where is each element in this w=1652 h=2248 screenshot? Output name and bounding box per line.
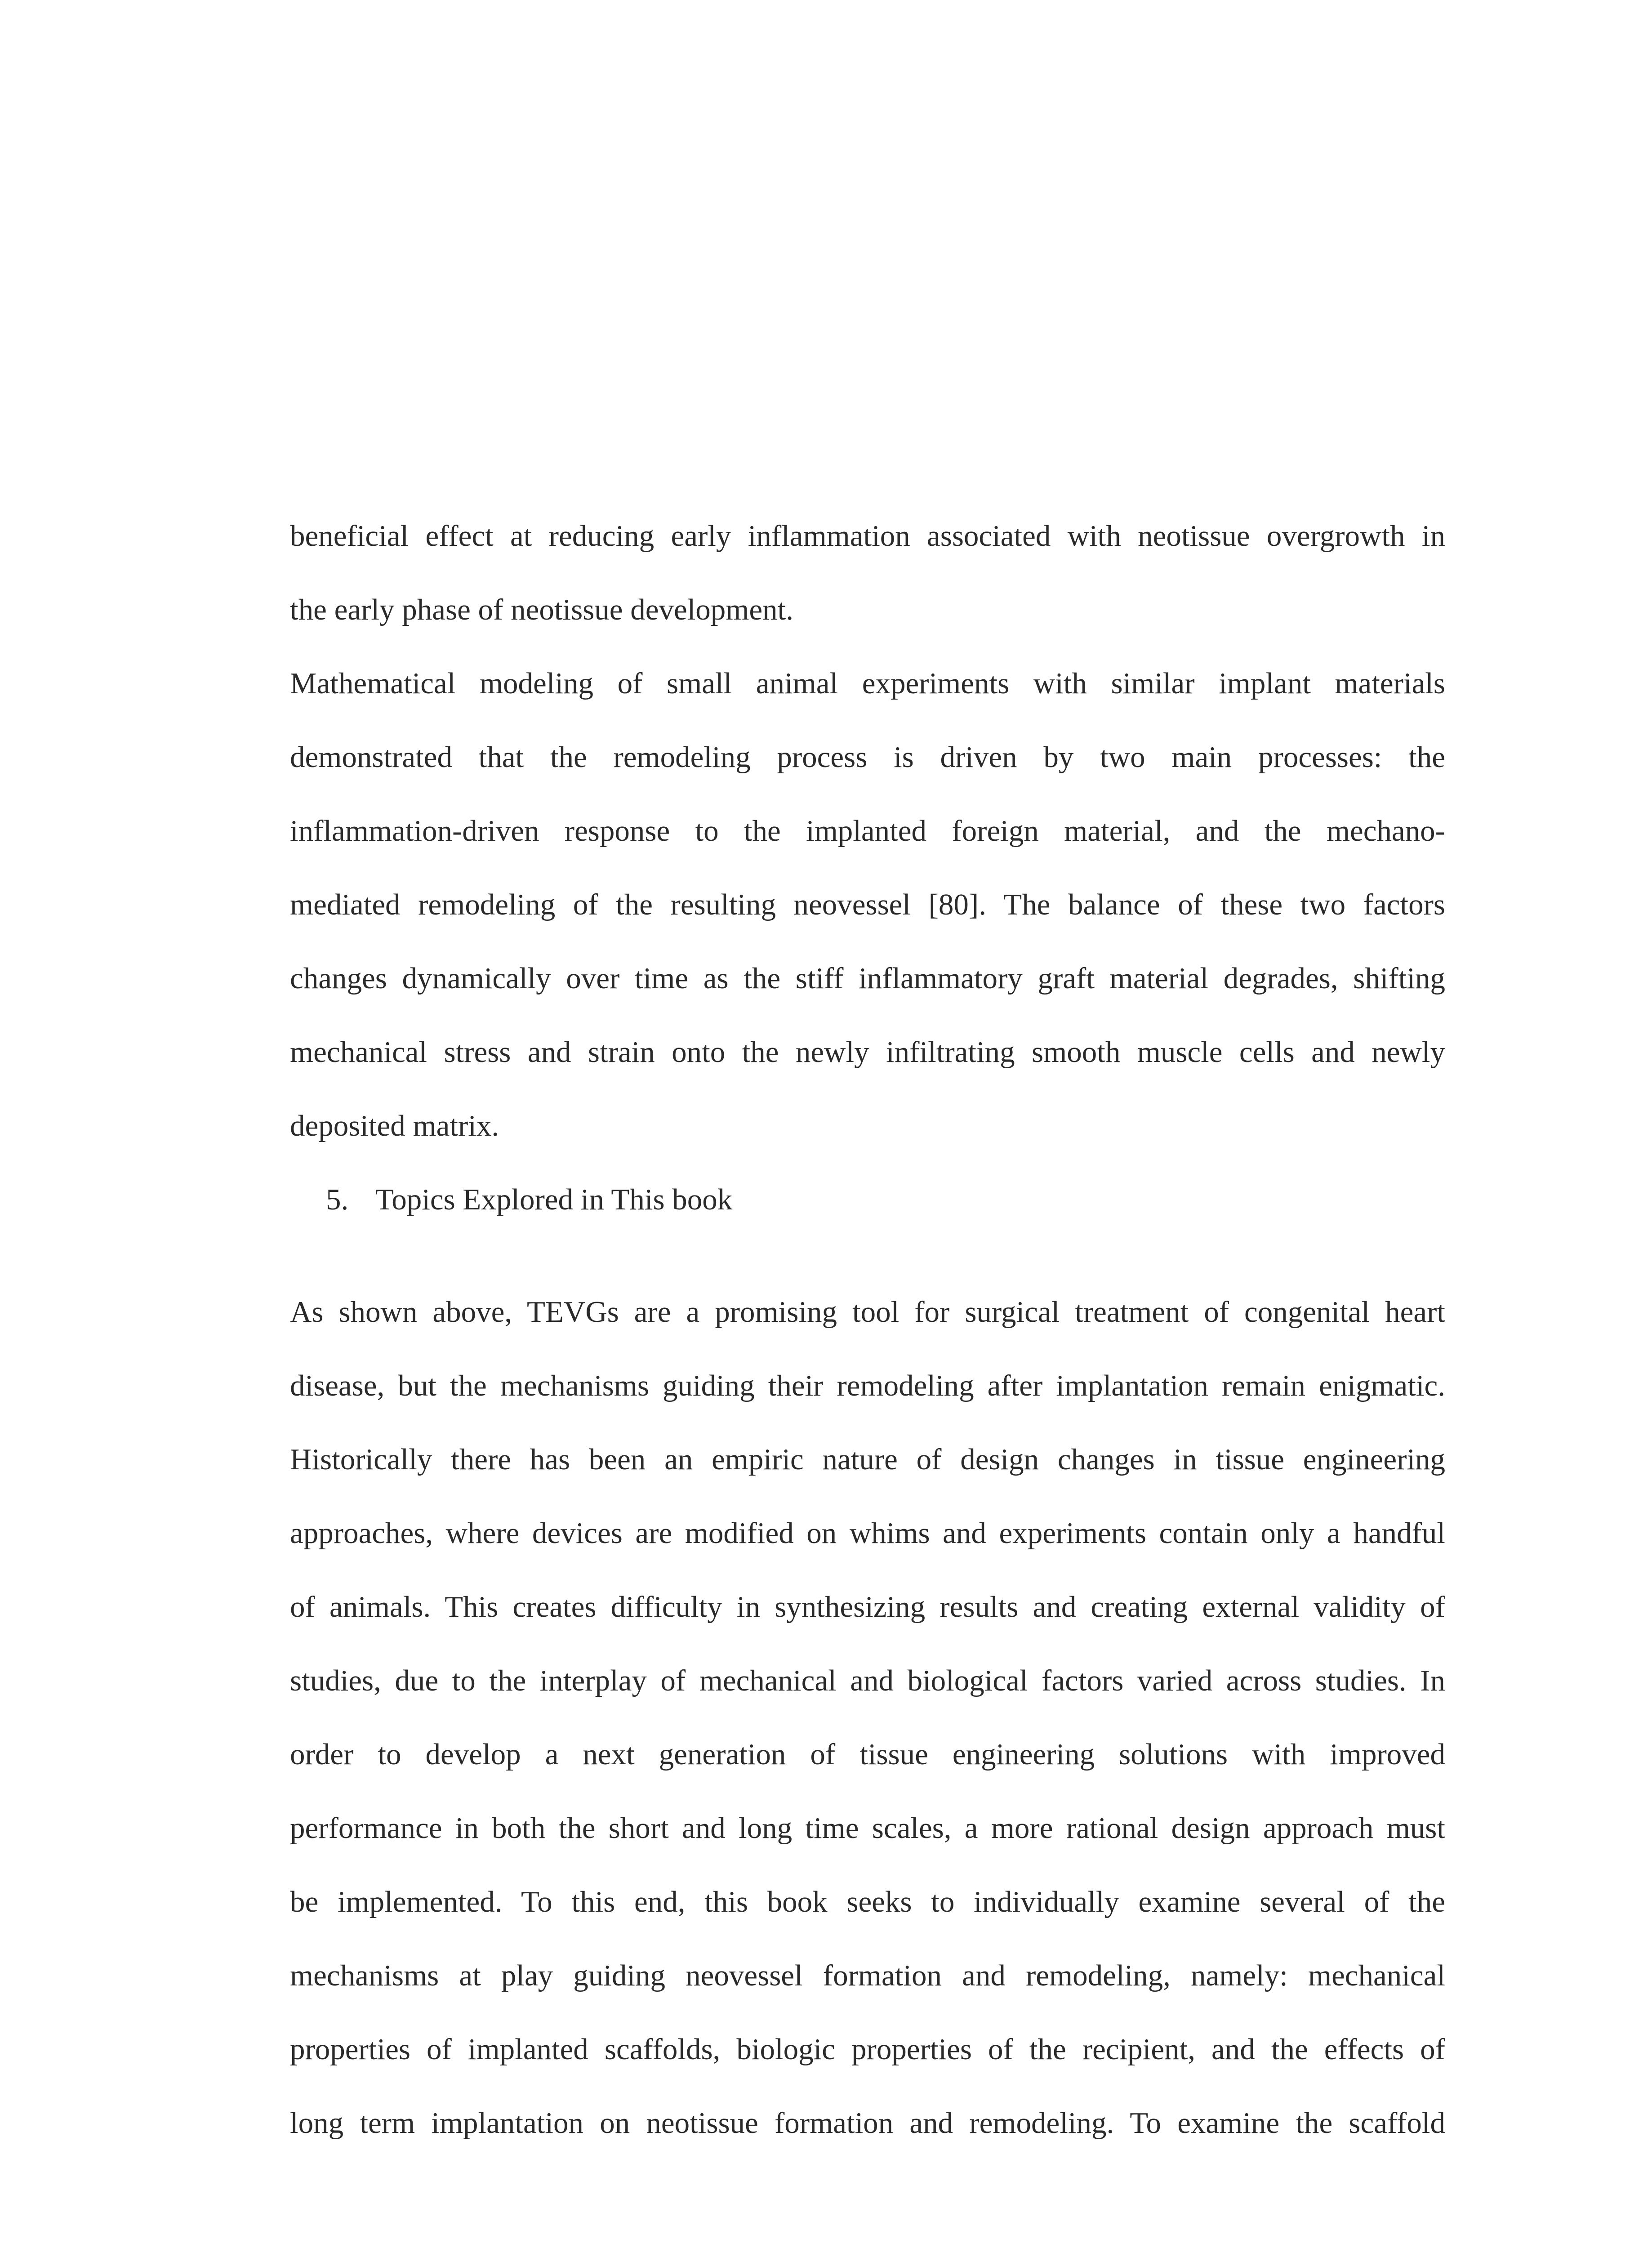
section-number: 5.: [326, 1183, 349, 1216]
text-line: demonstrated that the remodeling process is driven by two main processes: the: [290, 740, 1445, 774]
paragraph-topics: [290, 1275, 1445, 2160]
text-line: long term implantation on neotissue formation and remodeling. To examine the scaffold: [290, 2106, 1445, 2140]
text-line: changes dynamically over time as the stiff inflammatory graft material degrades, shifting: [290, 962, 1445, 995]
text-line: order to develop a next generation of tissue engineering solutions with improved: [290, 1738, 1445, 1771]
text-line: mechanical stress and strain onto the newly infiltrating smooth muscle cells and newly: [290, 1035, 1445, 1069]
text-line: approaches, where devices are modified on whims and experiments contain only a handful: [290, 1517, 1445, 1550]
text-line: deposited matrix.: [290, 1109, 499, 1142]
text-line: mediated remodeling of the resulting neovessel [80]. The balance of these two factors: [290, 888, 1445, 921]
paragraph-continuation: [290, 499, 1445, 647]
text-line: performance in both the short and long time scales, a more rational design approach must: [290, 1811, 1445, 1845]
text-line: of animals. This creates difficulty in synthesizing results and creating external validity of: [290, 1590, 1445, 1624]
text-line: beneficial effect at reducing early inflammation associated with neotissue overgrowth in: [290, 519, 1445, 553]
text-line: mechanisms at play guiding neovessel formation and remodeling, namely: mechanical: [290, 1959, 1445, 1992]
section-title: Topics Explored in This book: [375, 1183, 733, 1216]
text-line: As shown above, TEVGs are a promising tool for surgical treatment of congenital heart: [290, 1295, 1445, 1329]
text-line: Mathematical modeling of small animal experiments with similar implant materials: [290, 667, 1445, 700]
text-line: disease, but the mechanisms guiding their remodeling after implantation remain enigmatic.: [290, 1369, 1445, 1402]
text-line: be implemented. To this end, this book seeks to individually examine several of the: [290, 1885, 1445, 1918]
text-line: Historically there has been an empiric nature of design changes in tissue engineering: [290, 1443, 1445, 1476]
text-line: studies, due to the interplay of mechanical and biological factors varied across studies. In: [290, 1664, 1445, 1697]
paragraph-mathematical-modeling: [290, 647, 1445, 1163]
text-line: inflammation-driven response to the implanted foreign material, and the mechano-: [290, 814, 1445, 847]
text-line: properties of implanted scaffolds, biologic properties of the recipient, and the effects of: [290, 2033, 1445, 2066]
text-line: the early phase of neotissue development.: [290, 593, 794, 626]
section-heading: [326, 1163, 732, 1236]
